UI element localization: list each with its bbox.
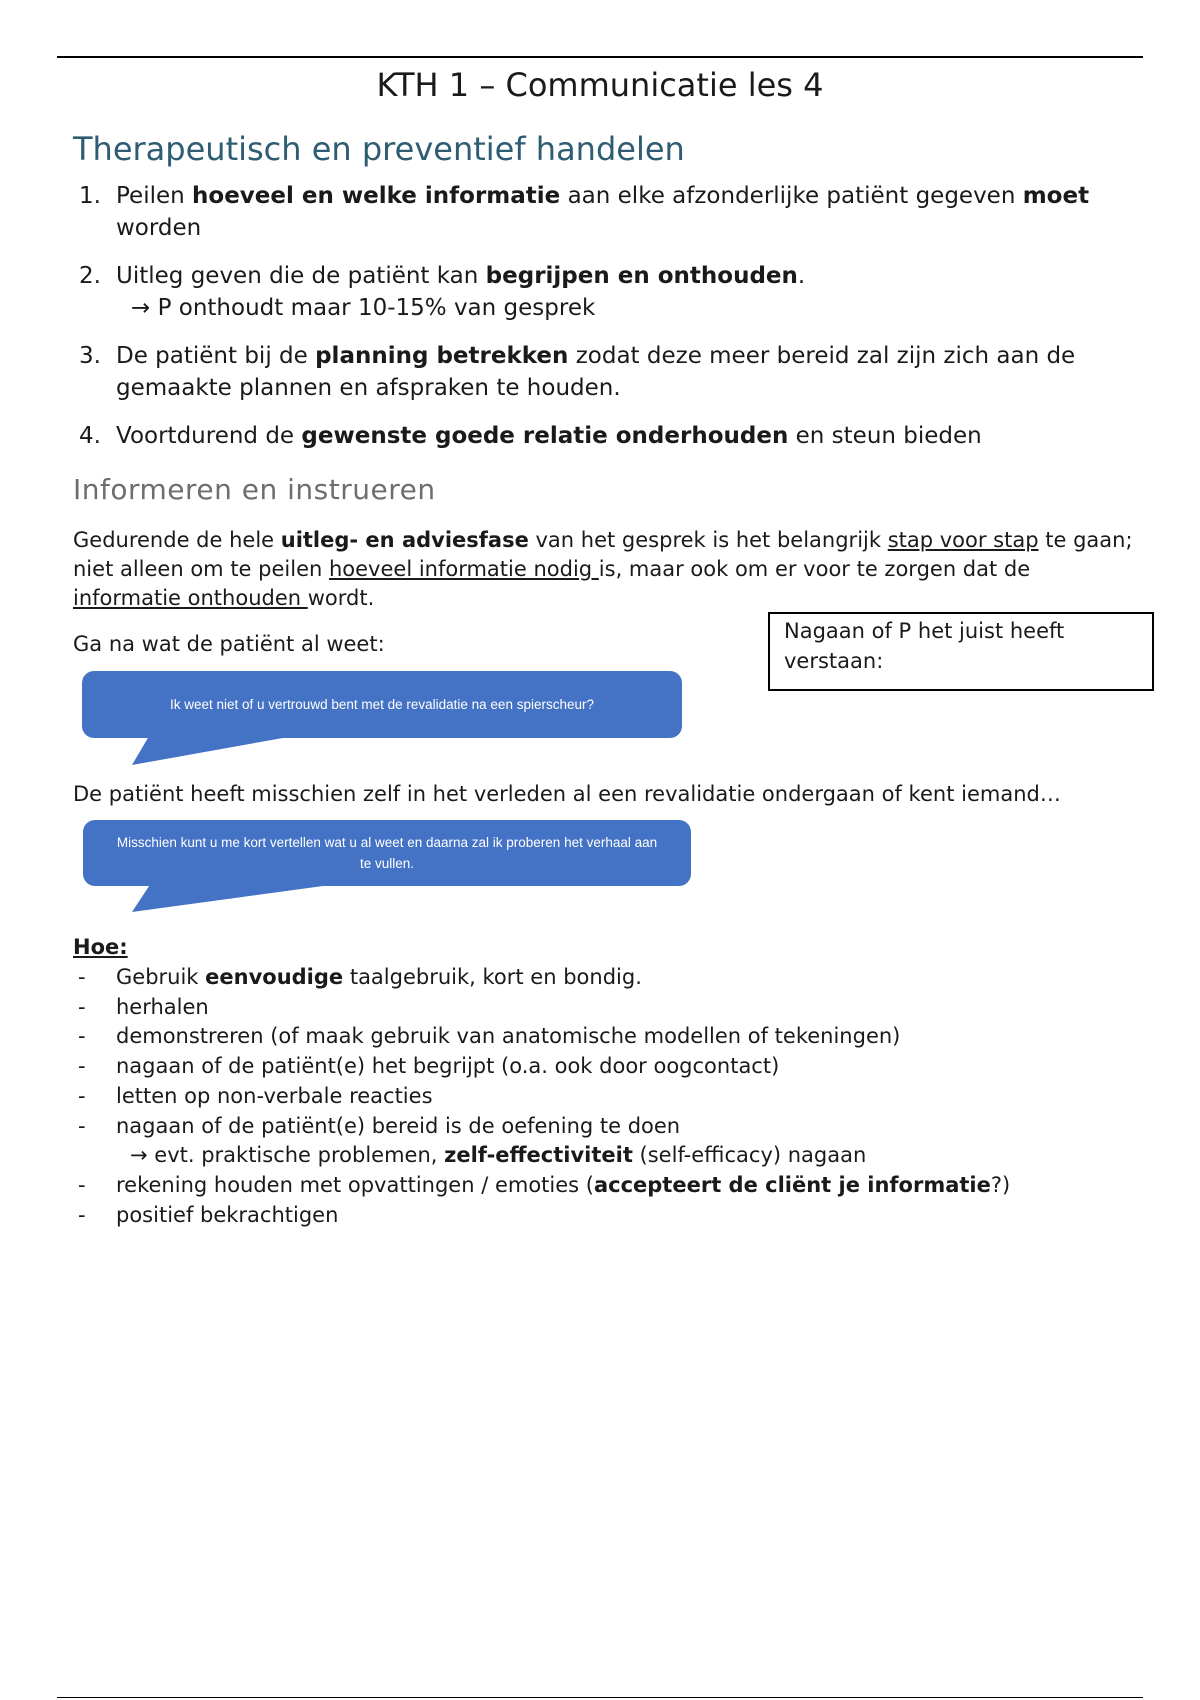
label-patient-history: De patiënt heeft misschien zelf in het verleden al een revalidatie ondergaan of kent iemand…	[73, 782, 1061, 806]
list-item: - rekening houden met opvattingen / emoties (accepteert de cliënt je informatie?)	[78, 1172, 1011, 1197]
intro-paragraph: Gedurende de hele uitleg- en adviesfase van het gesprek is het belangrijk stap voor stap te gaan; niet alleen om te peilen hoeveel informatie nodig is, maar ook om er voor te zorgen dat de informatie onthouden wordt.	[73, 528, 1133, 610]
sub-note: → evt. praktische problemen, zelf-effectiviteit (self-efficacy) nagaan	[130, 1143, 867, 1168]
list-item: 3. De patiënt bij de planning betrekken zodat deze meer bereid zal zijn zich aan de gemaakte plannen en afspraken te houden.	[79, 343, 1076, 401]
steps-list	[73, 180, 1133, 468]
speech-bubble-1	[82, 671, 682, 738]
bottom-rule	[57, 1697, 1143, 1698]
speech-bubble-2	[83, 820, 691, 886]
list-item: - Gebruik eenvoudige taalgebruik, kort en bondig.	[78, 965, 642, 989]
list-item: - positief bekrachtigen	[78, 1202, 339, 1227]
list-item: 1. Peilen hoeveel en welke informatie aan elke afzonderlijke patiënt gegeven moet worden	[79, 183, 1090, 241]
list-item: 2. Uitleg geven die de patiënt kan begrijpen en onthouden. → P onthoudt maar 10-15% van gesprek	[73, 260, 1133, 324]
document-title: KTH 1 – Communicatie les 4	[376, 66, 824, 104]
bubble-text: Misschien kunt u me kort vertellen wat u al weet en daarna zal ik proberen het verhaal aan te vullen.	[83, 820, 691, 886]
bubble-text: Ik weet niet of u vertrouwd bent met de revalidatie na een spierscheur?	[82, 671, 682, 738]
list-item: - letten op non-verbale reacties	[78, 1083, 433, 1108]
how-list	[73, 963, 1143, 1230]
callout-text: Nagaan of P het juist heeft verstaan:	[784, 619, 1065, 673]
list-item: - demonstreren (of maak gebruik van anatomische modellen of tekeningen)	[78, 1024, 901, 1049]
how-heading: Hoe:	[73, 935, 128, 959]
callout-box	[768, 612, 1154, 691]
label-what-patient-knows: Ga na wat de patiënt al weet:	[73, 632, 385, 656]
section-heading-informing: Informeren en instrueren	[73, 473, 436, 506]
arrow-note: → P onthoudt maar 10-15% van gesprek	[131, 295, 596, 321]
list-item: 4. Voortdurend de gewenste goede relatie onderhouden en steun bieden	[79, 423, 982, 449]
top-rule	[57, 56, 1143, 58]
list-item: - nagaan of de patiënt(e) bereid is de oefening te doen → evt. praktische problemen, zelf-effectiviteit (self-efficacy) nagaan	[73, 1112, 1143, 1171]
section-heading-therapeutic: Therapeutisch en preventief handelen	[73, 130, 685, 168]
list-item: - nagaan of de patiënt(e) het begrijpt (o.a. ook door oogcontact)	[78, 1054, 780, 1079]
list-item: - herhalen	[78, 994, 209, 1019]
